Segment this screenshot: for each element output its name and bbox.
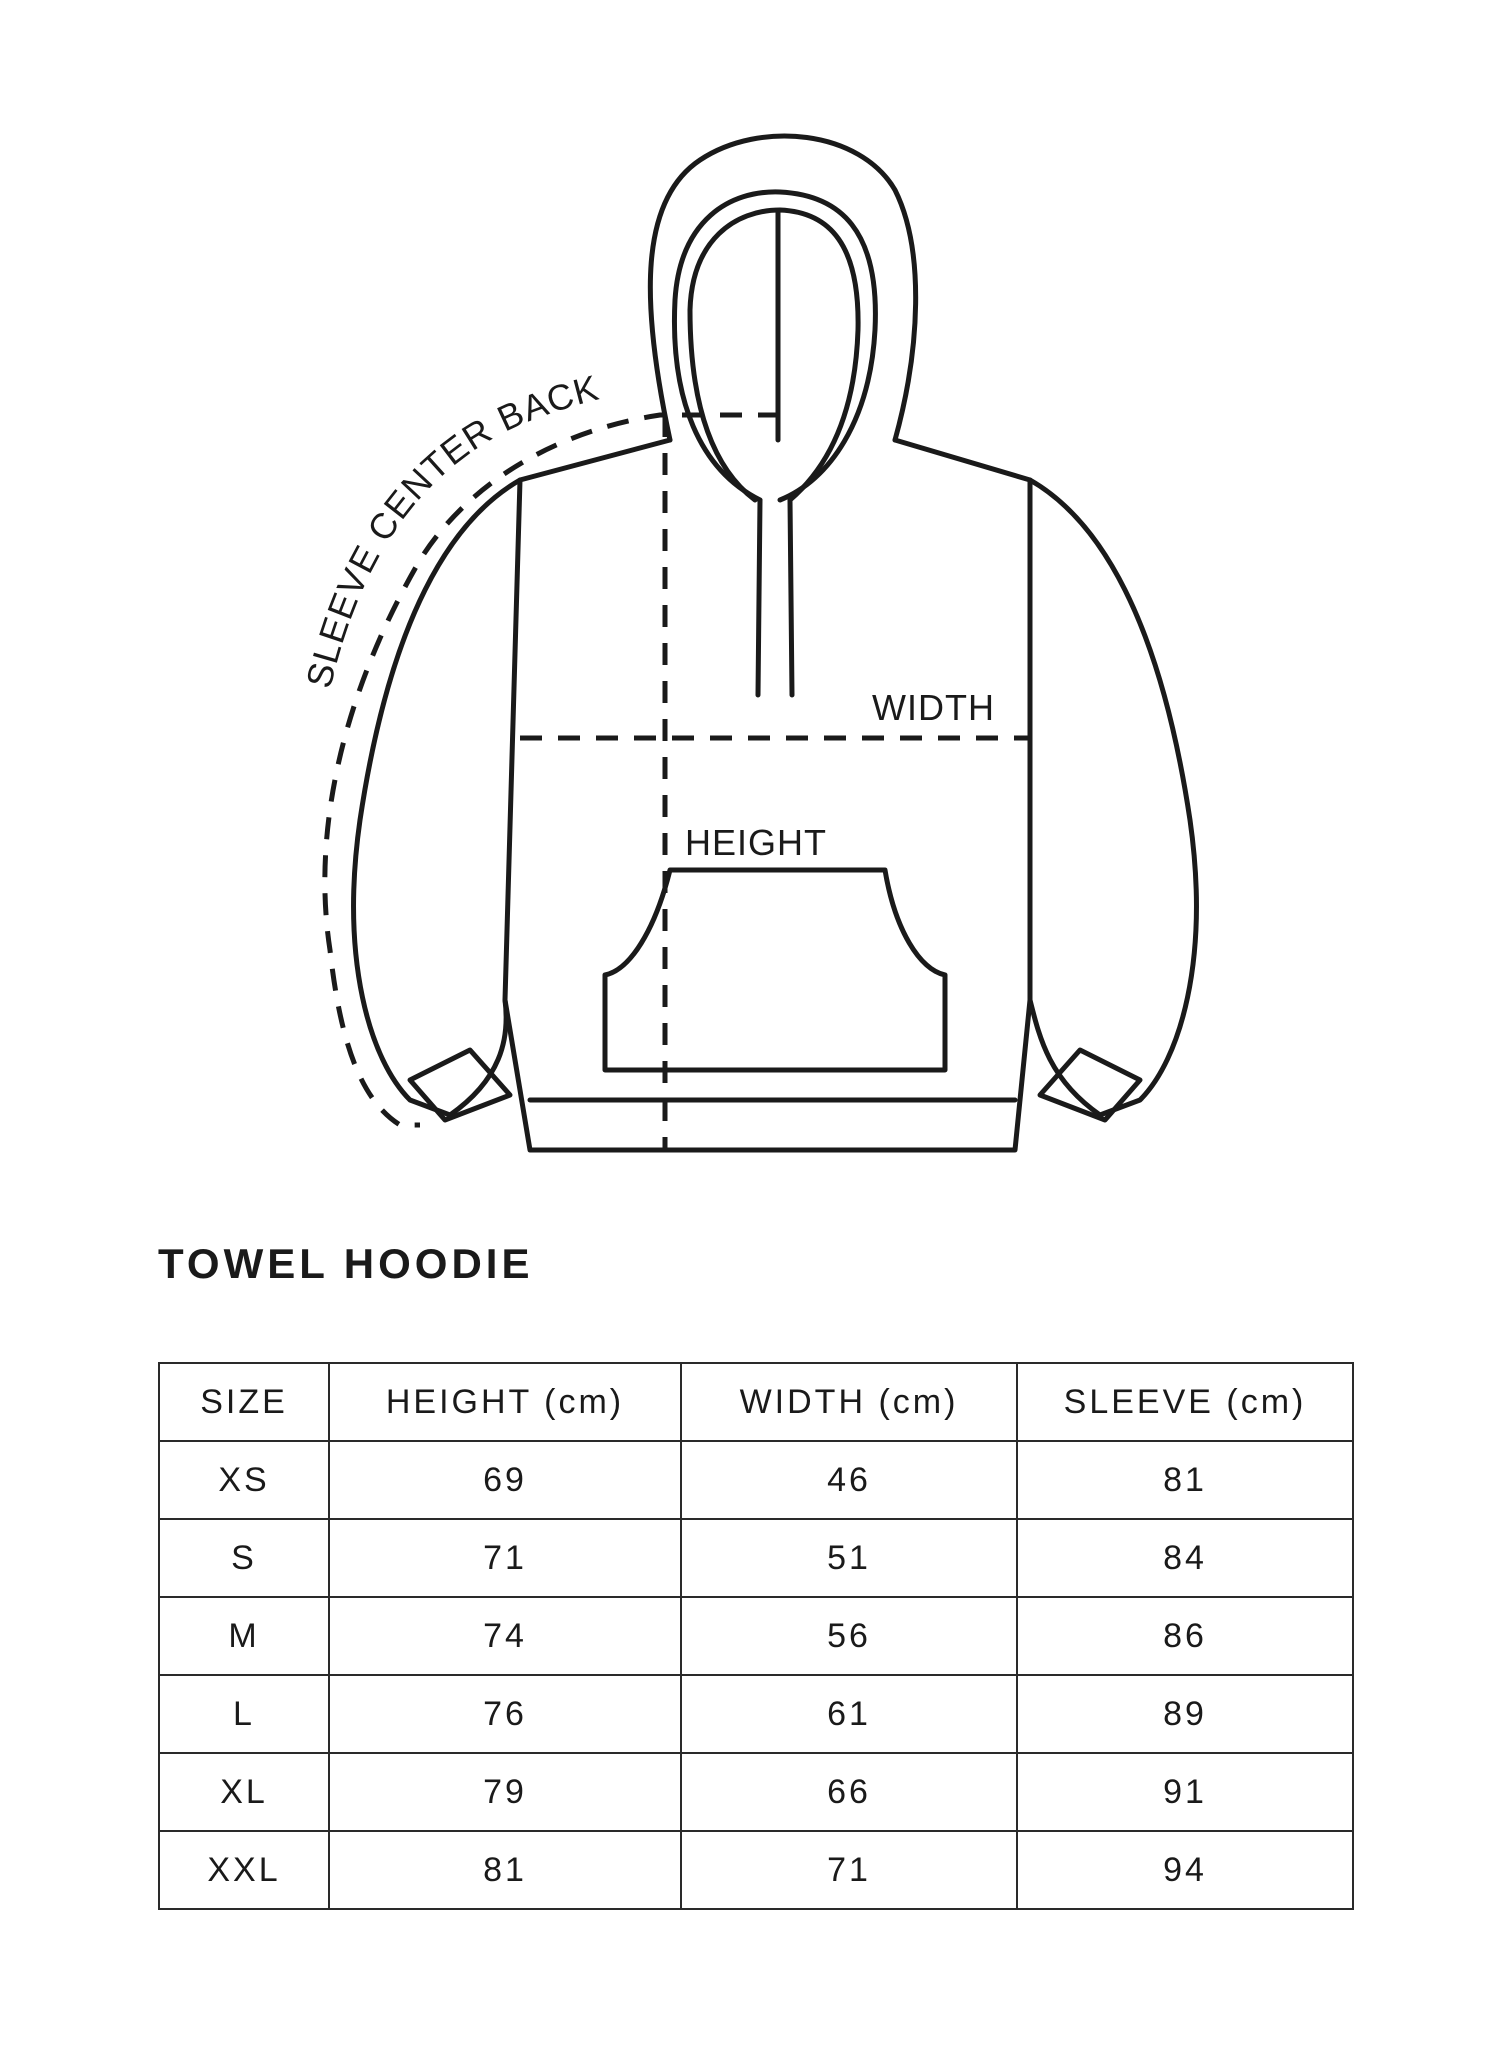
sleeve-cell: 89 [1017,1675,1353,1753]
size-cell: XL [159,1753,329,1831]
header-size: SIZE [159,1363,329,1441]
width-cell: 46 [681,1441,1017,1519]
header-width: WIDTH (cm) [681,1363,1017,1441]
size-cell: XS [159,1441,329,1519]
size-cell: M [159,1597,329,1675]
size-chart-table [158,1362,1354,1910]
height-cell: 71 [329,1519,681,1597]
header-height: HEIGHT (cm) [329,1363,681,1441]
table-row [159,1597,1353,1675]
header-sleeve: SLEEVE (cm) [1017,1363,1353,1441]
product-title: TOWEL HOODIE [158,1240,534,1287]
height-cell: 69 [329,1441,681,1519]
width-label: WIDTH [872,687,995,728]
sleeve-cell: 84 [1017,1519,1353,1597]
width-cell: 66 [681,1753,1017,1831]
hood-inner-outline [674,192,875,500]
sleeve-cell: 94 [1017,1831,1353,1909]
height-cell: 81 [329,1831,681,1909]
width-cell: 71 [681,1831,1017,1909]
table-row [159,1831,1353,1909]
drawstring-left [758,500,760,695]
size-cell: L [159,1675,329,1753]
table-row [159,1675,1353,1753]
sleeve-cell: 81 [1017,1441,1353,1519]
table-row [159,1753,1353,1831]
sleeve-label-text: SLEEVE CENTER BACK [297,366,604,692]
size-cell: S [159,1519,329,1597]
size-cell: XXL [159,1831,329,1909]
sleeve-cell: 86 [1017,1597,1353,1675]
table-row [159,1519,1353,1597]
sleeve-label [298,367,603,692]
kangaroo-pocket [605,870,945,1070]
right-sleeve-outline [1030,480,1196,1115]
height-cell: 74 [329,1597,681,1675]
width-cell: 56 [681,1597,1017,1675]
width-cell: 61 [681,1675,1017,1753]
header-row [159,1363,1353,1441]
height-cell: 79 [329,1753,681,1831]
height-label: HEIGHT [685,822,828,863]
width-cell: 51 [681,1519,1017,1597]
sleeve-cell: 91 [1017,1753,1353,1831]
left-sleeve-outline [354,480,520,1115]
drawstring-right [790,500,792,695]
table-row [159,1441,1353,1519]
body-outline [505,440,1030,1150]
height-cell: 76 [329,1675,681,1753]
